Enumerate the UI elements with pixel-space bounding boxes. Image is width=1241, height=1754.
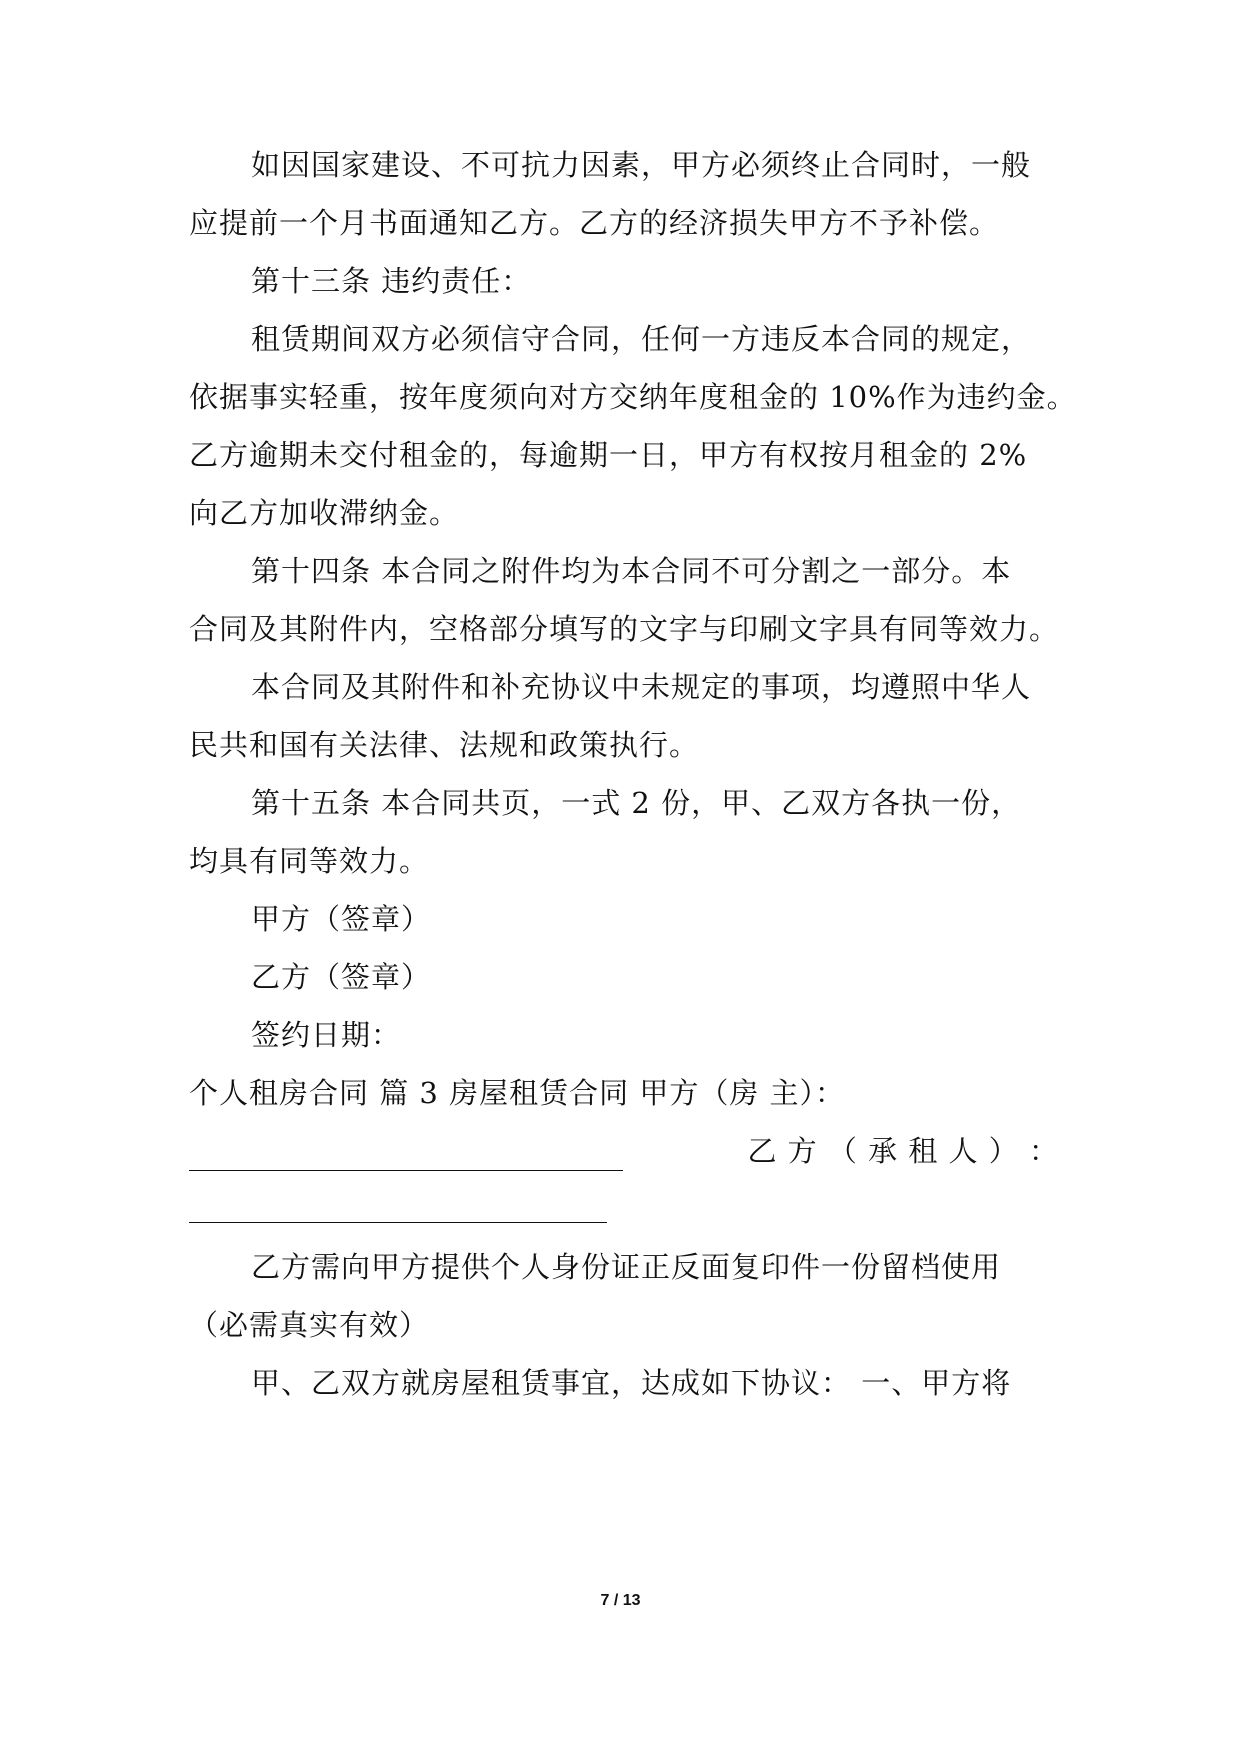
blank-line <box>189 1183 1059 1223</box>
paragraph-line: 合同及其附件内，空格部分填写的文字与印刷文字具有同等效力。 <box>189 612 1060 646</box>
paragraph-line: 甲、乙双方就房屋租赁事宜，达成如下协议： 一、甲方将 <box>251 1366 1012 1400</box>
party-a-signature-label: 甲方（签章） <box>251 902 432 936</box>
paragraph-line: 依据事实轻重，按年度须向对方交纳年度租金的 10%作为违约金。 <box>189 380 1077 414</box>
article-15-line: 第十五条 本合同共页，一式 2 份，甲、乙双方各执一份， <box>251 786 1022 820</box>
paragraph-line: 应提前一个月书面通知乙方。乙方的经济损失甲方不予补偿。 <box>189 206 1000 240</box>
paragraph-line: 均具有同等效力。 <box>189 844 430 878</box>
paragraph-line: 租赁期间双方必须信守合同，任何一方违反本合同的规定， <box>251 322 1032 356</box>
party-b-label: 乙 方 （ 承 租 人 ） ： <box>747 1134 1059 1168</box>
signing-date-label: 签约日期： <box>251 1018 402 1052</box>
contract-heading-line: 个人租房合同 篇 3 房屋租赁合同 甲方（房 主）： <box>189 1076 846 1110</box>
paragraph-line: 如因国家建设、不可抗力因素，甲方必须终止合同时，一般 <box>251 148 1032 182</box>
paragraph-line: 乙方逾期未交付租金的，每逾期一日，甲方有权按月租金的 2% <box>189 438 1028 472</box>
paragraph-line: （必需真实有效） <box>189 1308 430 1342</box>
party-b-line <box>189 1131 1059 1171</box>
article-14-line: 第十四条 本合同之附件均为本合同不可分割之一部分。本 <box>251 554 1012 588</box>
party-b-signature-label: 乙方（签章） <box>251 960 432 994</box>
blank-underline <box>189 1221 607 1223</box>
article-13-heading: 第十三条 违约责任： <box>251 264 532 298</box>
paragraph-line: 乙方需向甲方提供个人身份证正反面复印件一份留档使用 <box>251 1250 1002 1284</box>
paragraph-line: 本合同及其附件和补充协议中未规定的事项，均遵照中华人 <box>251 670 1032 704</box>
paragraph-line: 民共和国有关法律、法规和政策执行。 <box>189 728 700 762</box>
page-number: 7 / 13 <box>600 1592 641 1609</box>
blank-underline <box>189 1169 623 1171</box>
paragraph-line: 向乙方加收滞纳金。 <box>189 496 460 530</box>
